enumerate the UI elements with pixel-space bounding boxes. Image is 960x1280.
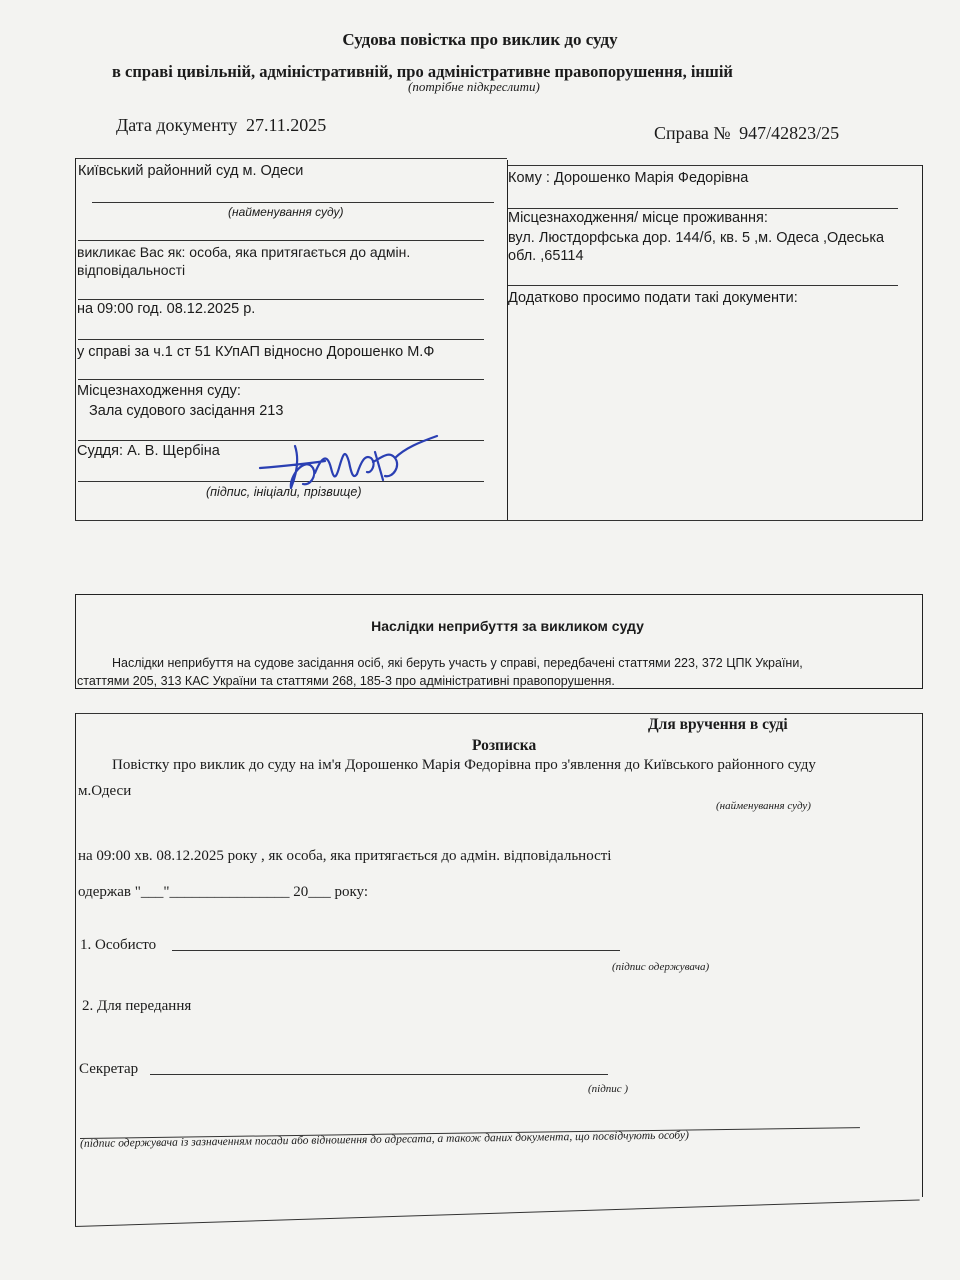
judge-caption: (підпис, ініціали, прізвище): [206, 485, 362, 499]
date-value: 27.11.2025: [245, 115, 327, 135]
document-subtitle: в справі цивільній, адміністративній, про адміністративне правопорушення, іншій: [112, 62, 733, 81]
receipt-time-line: на 09:00 хв. 08.12.2025 року , як особа, яка притягається до адмін. відповідальності: [78, 848, 612, 864]
documents-request: Додатково просимо подати такі документи:: [508, 290, 798, 306]
case-label: Справа №: [654, 123, 731, 143]
consequences-line2: статтями 205, 313 КАС України та статтями 268, 185-3 про адміністративні правопорушення.: [77, 674, 615, 688]
court-name-caption: (найменування суду): [228, 205, 344, 219]
address-label: Місцезнаходження/ місце проживання:: [508, 210, 768, 226]
hearing-time: на 09:00 год. 08.12.2025 р.: [77, 301, 256, 317]
case-description: у справі за ч.1 ст 51 КУпАП відносно Дорошенко М.Ф: [77, 344, 435, 360]
secretary-caption: (підпис ): [588, 1083, 629, 1095]
receipt-line1: Повістку про виклик до суду на ім'я Дорошенко Марія Федорівна про з'явлення до Київського районного суду: [112, 757, 816, 773]
court-location-label: Місцезнаходження суду:: [77, 383, 241, 399]
receipt-received-line: одержав "___"________________ 20___ року:: [78, 884, 369, 900]
consequences-title: Наслідки неприбуття за викликом суду: [371, 618, 644, 634]
receipt-court-caption: (найменування суду): [716, 800, 811, 812]
for-court-label: Для вручення в суді: [648, 716, 788, 733]
transfer-label: 2. Для передання: [82, 998, 192, 1014]
address-line2: обл. ,65114: [508, 248, 584, 264]
court-location-value: Зала судового засідання 213: [89, 403, 284, 419]
receipt-line2: м.Одеси: [78, 783, 132, 799]
personal-caption: (підпис одержувача): [612, 961, 710, 973]
underline-note: (потрібне підкреслити): [408, 79, 540, 94]
recipient-signature-caption: (підпис одержувача із зазначенням посади або відношення до адресата, а також даних документа, що посвідчують особу): [80, 1129, 690, 1150]
judge-signature: [255, 428, 445, 504]
address-line1: вул. Люстдорфська дор. 144/б, кв. 5 ,м. Одеса ,Одеська: [508, 230, 885, 246]
secretary-label: Секретар: [79, 1061, 139, 1077]
judge-name: Суддя: А. В. Щербіна: [77, 443, 220, 459]
date-label: Дата документу: [116, 115, 238, 135]
court-name: Київський районний суд м. Одеси: [78, 163, 304, 179]
case-value: 947/42823/25: [739, 123, 840, 143]
recipient: Кому : Дорошенко Марія Федорівна: [508, 170, 749, 186]
receipt-title: Розписка: [472, 737, 537, 754]
document-date: [116, 115, 326, 136]
consequences-line1: Наслідки неприбуття на судове засідання осіб, які беруть участь у справі, передбачені статтями 223, 372 ЦПК України,: [112, 656, 803, 670]
personal-label: 1. Особисто: [80, 937, 157, 953]
case-number: [654, 123, 839, 144]
summons-role-line2: відповідальності: [77, 262, 186, 278]
summons-role-line1: викликає Вас як: особа, яка притягається до адмін.: [77, 244, 411, 260]
document-title: Судова повістка про виклик до суду: [342, 30, 618, 49]
